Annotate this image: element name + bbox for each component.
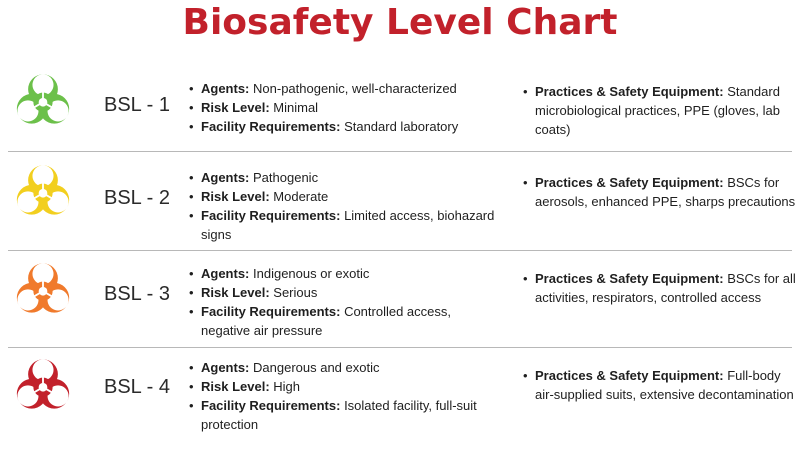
risk-item: • Risk Level: Minimal	[188, 98, 498, 117]
level-name: BSL - 2	[104, 187, 170, 209]
risk-item: • Risk Level: Moderate	[188, 187, 498, 206]
level-name: BSL - 4	[104, 376, 170, 398]
practices-item: • Practices & Safety Equipment: BSCs for all activities, respirators, controlled access	[522, 269, 797, 307]
agents-item: • Agents: Pathogenic	[188, 168, 498, 187]
biohazard-icon-red	[12, 355, 74, 417]
biohazard-symbol	[12, 70, 74, 132]
row-divider	[8, 347, 792, 348]
biohazard-icon-orange	[12, 259, 74, 321]
page-title: Biosafety Level Chart	[182, 2, 618, 43]
level-details	[188, 358, 498, 434]
biohazard-symbol	[12, 259, 74, 321]
practices-item: • Practices & Safety Equipment: Standard microbiological practices, PPE (gloves, lab coats)	[522, 82, 797, 139]
risk-item: • Risk Level: Serious	[188, 283, 498, 302]
level-details	[188, 168, 498, 244]
biohazard-symbol	[12, 161, 74, 223]
agents-item: • Agents: Dangerous and exotic	[188, 358, 498, 377]
level-name: BSL - 1	[104, 94, 170, 116]
facility-item: • Facility Requirements: Controlled access, negative air pressure	[188, 302, 498, 340]
level-name: BSL - 3	[104, 283, 170, 305]
agents-item: • Agents: Indigenous or exotic	[188, 264, 498, 283]
agents-item: • Agents: Non-pathogenic, well-characterized	[188, 79, 498, 98]
facility-item: • Facility Requirements: Isolated facility, full-suit protection	[188, 396, 498, 434]
risk-item: • Risk Level: High	[188, 377, 498, 396]
practices-item: • Practices & Safety Equipment: BSCs for aerosols, enhanced PPE, sharps precautions	[522, 173, 797, 211]
biohazard-icon-green	[12, 70, 74, 132]
level-details	[188, 79, 498, 136]
biohazard-icon-yellow	[12, 161, 74, 223]
practices-item: • Practices & Safety Equipment: Full-body air-supplied suits, extensive decontamination	[522, 366, 797, 404]
facility-item: • Facility Requirements: Standard laboratory	[188, 117, 498, 136]
biohazard-symbol	[12, 355, 74, 417]
facility-item: • Facility Requirements: Limited access, biohazard signs	[188, 206, 498, 244]
level-details	[188, 264, 498, 340]
row-divider	[8, 250, 792, 251]
row-divider	[8, 151, 792, 152]
